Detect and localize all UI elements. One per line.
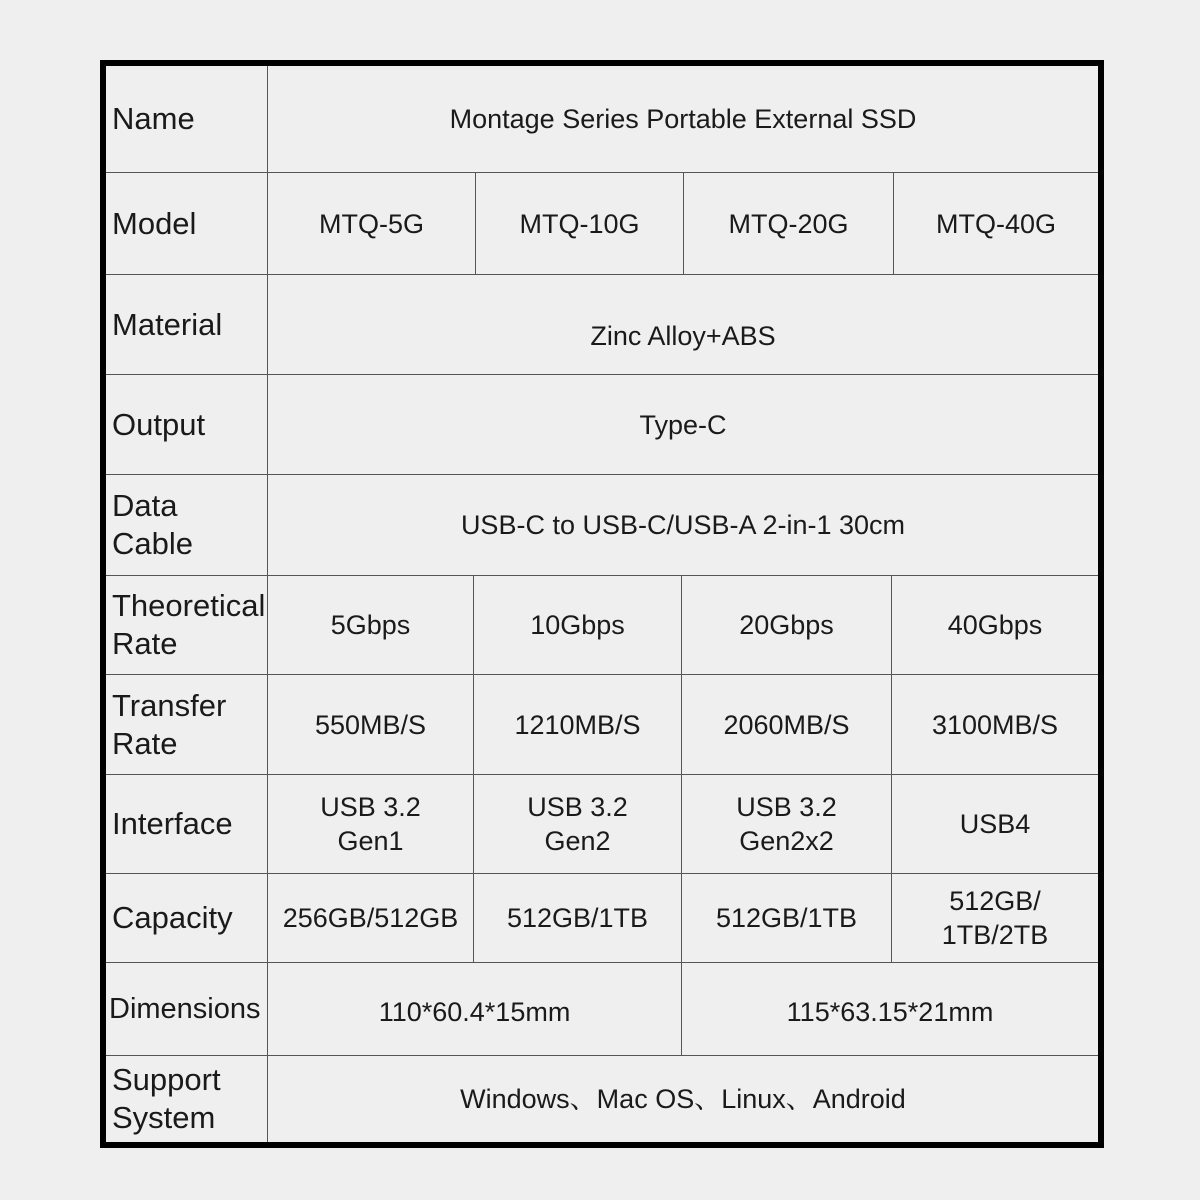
row-data-cable: [106, 475, 1098, 576]
row-capacity: [106, 874, 1098, 963]
spec-table: [106, 66, 1098, 1142]
model-3: MTQ-20G: [683, 173, 893, 274]
label-material: Material: [106, 275, 268, 374]
interface-4: USB4: [891, 775, 1098, 873]
value-data-cable: USB-C to USB-C/USB-A 2-in-1 30cm: [460, 510, 906, 540]
row-material: [106, 275, 1098, 375]
transfer-rate-2: 1210MB/S: [473, 675, 681, 774]
capacity-1: 256GB/512GB: [282, 903, 459, 933]
row-name: [106, 66, 1098, 173]
value-support-system: Windows、Mac OS、Linux、Android: [460, 1084, 906, 1114]
theoretical-rate-2: 10Gbps: [473, 576, 681, 674]
model-2: MTQ-10G: [475, 173, 683, 274]
theoretical-rate-3: 20Gbps: [681, 576, 891, 674]
label-dimensions: Dimensions: [106, 963, 268, 1055]
label-support-system: Support System: [106, 1056, 268, 1142]
transfer-rate-1: 550MB/S: [314, 709, 427, 740]
row-model: [106, 173, 1098, 275]
value-material: Zinc Alloy+ABS: [590, 320, 776, 351]
row-dimensions: [106, 963, 1098, 1056]
value-output: Type-C: [639, 409, 727, 440]
theoretical-rate-1: 5Gbps: [330, 610, 411, 640]
capacity-3: 512GB/1TB: [681, 874, 891, 962]
row-interface: [106, 775, 1098, 874]
transfer-rate-4: 3100MB/S: [891, 675, 1098, 774]
label-data-cable: Data Cable: [106, 475, 268, 575]
row-support-system: [106, 1056, 1098, 1142]
interface-3: USB 3.2 Gen2x2: [681, 775, 891, 873]
interface-2: USB 3.2 Gen2: [473, 775, 681, 873]
row-transfer-rate: [106, 675, 1098, 775]
dimensions-1: 110*60.4*15mm: [378, 997, 571, 1027]
interface-1: USB 3.2 Gen1: [320, 792, 421, 856]
dimensions-2: 115*63.15*21mm: [681, 963, 1098, 1055]
theoretical-rate-4: 40Gbps: [891, 576, 1098, 674]
value-name: Montage Series Portable External SSD: [449, 104, 917, 134]
label-model: Model: [106, 173, 268, 274]
label-output: Output: [106, 375, 268, 474]
label-theoretical-rate: Theoretical Rate: [106, 576, 268, 674]
capacity-2: 512GB/1TB: [473, 874, 681, 962]
label-name: Name: [106, 66, 268, 172]
capacity-4: 512GB/ 1TB/2TB: [891, 874, 1098, 962]
model-4: MTQ-40G: [893, 173, 1098, 274]
label-capacity: Capacity: [106, 874, 268, 962]
row-theoretical-rate: [106, 576, 1098, 675]
label-interface: Interface: [106, 775, 268, 873]
spec-table-frame: [100, 60, 1104, 1148]
label-transfer-rate: Transfer Rate: [106, 675, 268, 774]
row-output: [106, 375, 1098, 475]
transfer-rate-3: 2060MB/S: [681, 675, 891, 774]
model-1: MTQ-5G: [319, 208, 424, 239]
